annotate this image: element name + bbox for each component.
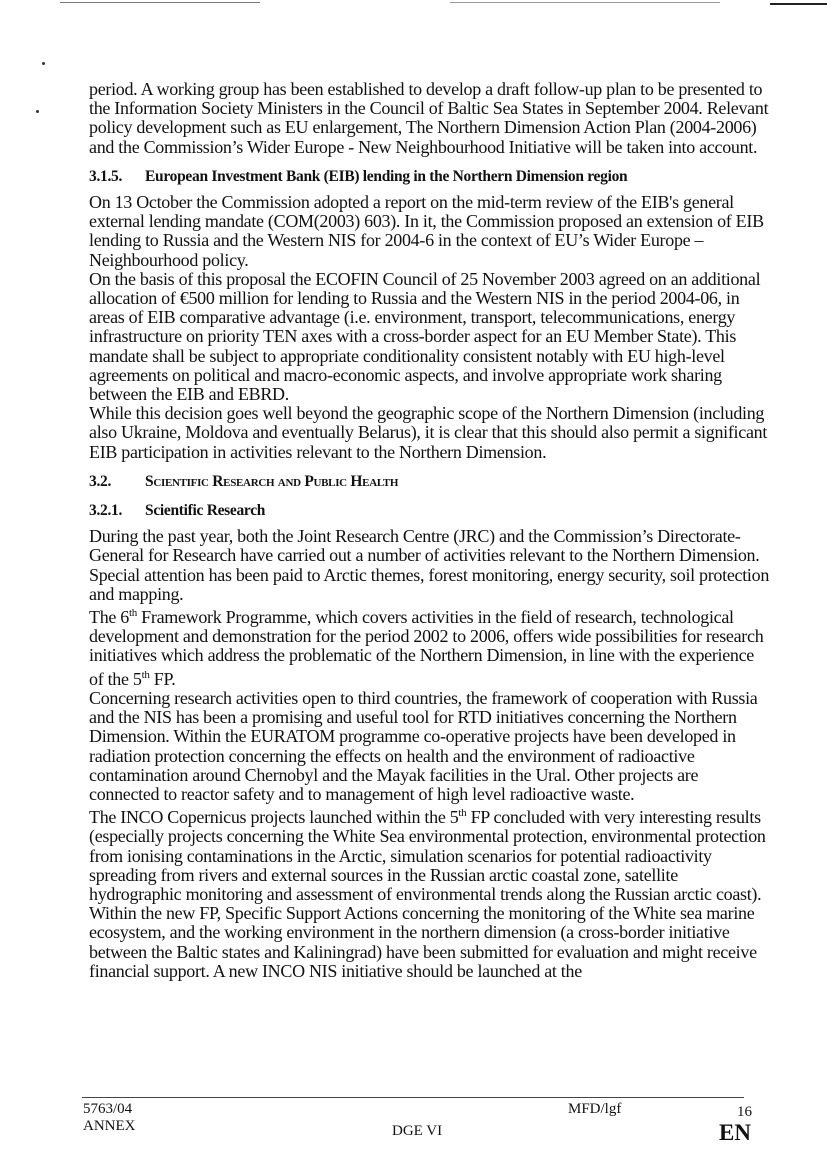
footer-language: EN bbox=[719, 1120, 751, 1145]
paragraph: On the basis of this proposal the ECOFIN Council of 25 November 2003 agreed on an additional allocation of €500 million for lending to Russia and the Western NIS in the period 2004-06, in areas of EIB comparative advantage (i.e. environment, transport, telecommunications, energy infrastructure on priority TEN axes with a cross-border aspect for an EU Member State). This mandate shall be subject to appropriate conditionality consistent notably with EU high-level agreements on political and macro-economic aspects, and involve appropriate work sharing between the EIB and EBRD. bbox=[89, 268, 761, 405]
section-number: 3.1.5. bbox=[89, 167, 123, 185]
top-rule-left bbox=[60, 2, 260, 3]
paragraph: During the past year, both the Joint Research Centre (JRC) and the Commission’s Directorate-General for Research have carried out a number of activities relevant to the Northern Dimension. Special attention has been paid to Arctic themes, forest monitoring, energy security, soil protection and mapping. bbox=[89, 526, 770, 604]
top-rule-right bbox=[770, 3, 827, 5]
paragraph: While this decision goes well beyond the geographic scope of the Northern Dimension (including also Ukraine, Moldova and eventually Belarus), it is clear that this should also permit a significant EIB participation in activities relevant to the Northern Dimension. bbox=[89, 403, 768, 462]
scan-speck bbox=[36, 110, 39, 113]
section-heading-3-1-5 bbox=[89, 167, 771, 186]
footer-page-number: 16 bbox=[737, 1104, 752, 1120]
paragraph: Within the new FP, Specific Support Actions concerning the monitoring of the White sea marine ecosystem, and the working environment in the northern dimension (a cross-border initiative between the Baltic states and Kaliningrad) have been submitted for evaluation and might receive financial support. A new INCO NIS initiative should be launched at the bbox=[89, 903, 757, 981]
section-number: 3.2.1. bbox=[89, 502, 123, 520]
footer-rule bbox=[82, 1097, 744, 1098]
footer-reference: MFD/lgf bbox=[568, 1101, 622, 1117]
section-title: Scientific Research and Public Health bbox=[145, 472, 399, 490]
section-title: Scientific Research bbox=[145, 502, 266, 520]
section-number: 3.2. bbox=[89, 472, 112, 490]
paragraph: Concerning research activities open to third countries, the framework of cooperation with Russia and the NIS has been a promising and useful tool for RTD initiatives concerning the Northern Dimension. Within the EURATOM programme co-operative projects have been developed in radiation protection concerning the effects on health and the environment of radioactive contamination around Chernobyl and the Mayak facilities in the Ural. Other projects are connected to reactor safety and to management of high level radioactive waste. bbox=[89, 687, 758, 804]
section-title: European Investment Bank (EIB) lending in the Northern Dimension region bbox=[145, 167, 628, 185]
intro-paragraph: period. A working group has been established to develop a draft follow-up plan to be presented to the Information Society Ministers in the Council of Baltic Sea States in September 2004. Relevant policy development such as EU enlargement, The Northern Dimension Action Plan (2004-2006) and the Commission’s Wider Europe - New Neighbourhood Initiative will be taken into account. bbox=[89, 79, 769, 157]
footer-annex: ANNEX bbox=[83, 1118, 136, 1134]
footer-dge: DGE VI bbox=[392, 1123, 443, 1139]
section-heading-3-2-1 bbox=[89, 501, 771, 520]
footer-doc-number: 5763/04 bbox=[83, 1101, 133, 1117]
paragraph: The INCO Copernicus projects launched within the 5th FP concluded with very interesting results (especially projects concerning the White Sea environmental protection, environmental protection from ionising contaminations in the Arctic, simulation scenarios for potential radioactivity spreading from rivers and external sources in the Russian arctic coastal zone, satellite hydrographic monitoring and assessment of environmental trends along the Russian arctic coast). bbox=[89, 807, 766, 904]
top-rule-middle bbox=[450, 2, 720, 3]
paragraph: The 6th Framework Programme, which covers activities in the field of research, technological development and demonstration for the period 2002 to 2006, offers wide possibilities for research initiatives which address the problematic of the Northern Dimension, in line with the experience of the 5th FP. bbox=[89, 607, 764, 689]
scan-speck bbox=[42, 62, 45, 65]
document-body bbox=[89, 80, 771, 981]
section-heading-3-2 bbox=[89, 472, 771, 491]
paragraph: On 13 October the Commission adopted a report on the mid-term review of the EIB's general external lending mandate (COM(2003) 603). In it, the Commission proposed an extension of EIB lending to Russia and the Western NIS for 2004-6 in the context of EU’s Wider Europe – Neighbourhood policy. bbox=[89, 192, 764, 270]
